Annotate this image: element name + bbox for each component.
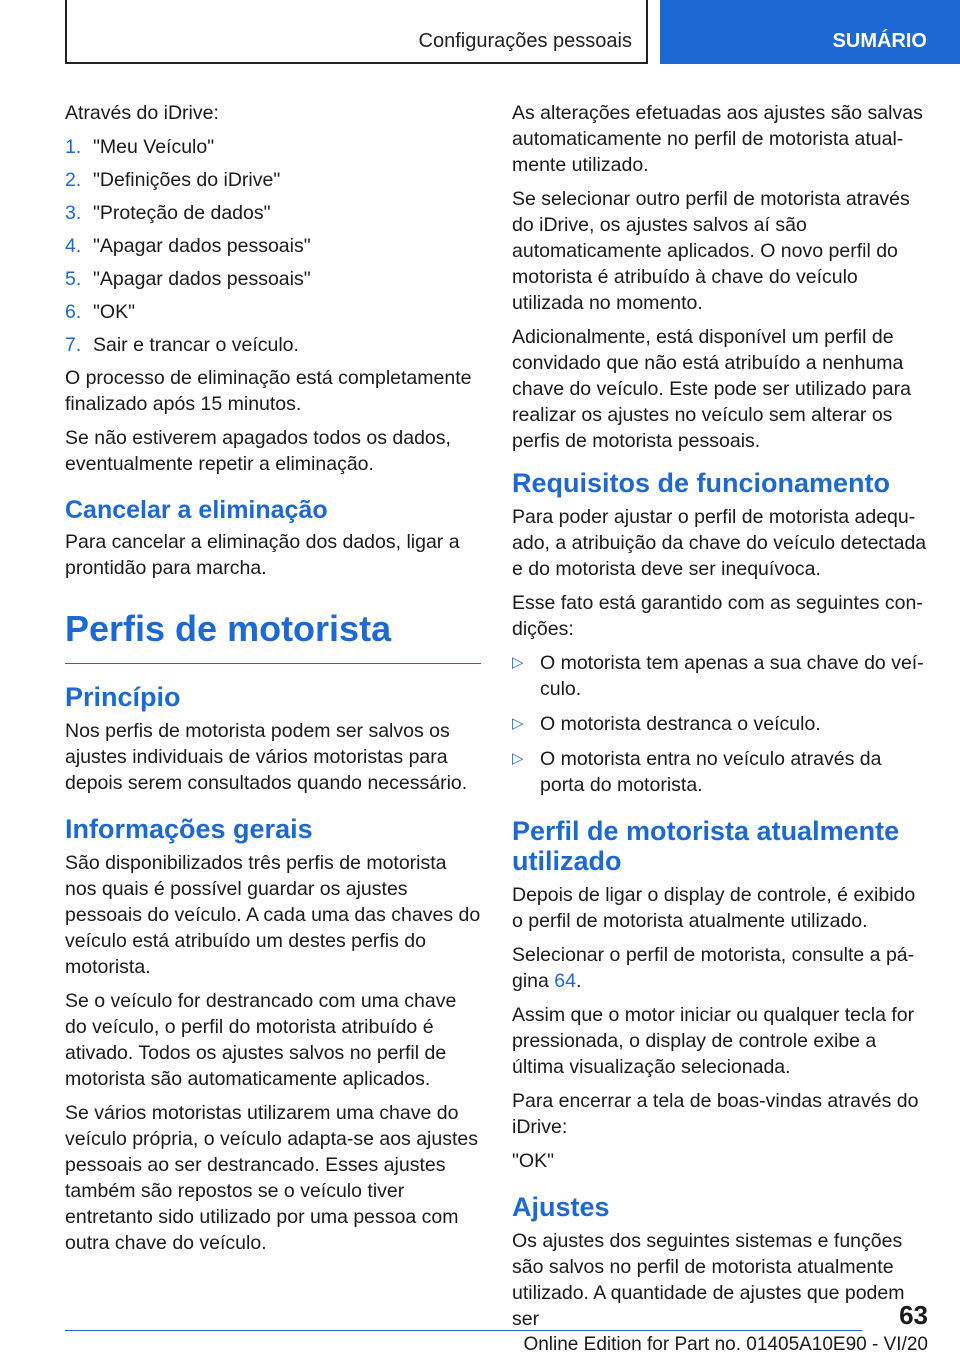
paragraph: Adicionalmente, está disponível um perfil de convidado que não está atribuído a nenhuma chave do veículo. Este pode ser utilizado para realizar os ajustes no veículo sem alterar os perfis de motorista pessoais. xyxy=(512,326,911,452)
step-number: 5. xyxy=(65,268,82,290)
heading-settings: Ajustes xyxy=(512,1192,610,1222)
paragraph: Assim que o motor iniciar ou qualquer tecla for pressionada, o display de controle exibe a última visualização selecionada. xyxy=(512,1004,915,1078)
list-item xyxy=(65,233,481,259)
paragraph: Se não estiverem apagados todos os dados, eventualmente repetir a eliminação. xyxy=(65,427,451,475)
heading-principle: Princípio xyxy=(65,682,181,712)
step-number: 2. xyxy=(65,169,82,191)
triangle-bullet-icon: ▷ xyxy=(512,750,524,767)
step-text: "Apagar dados pessoais" xyxy=(93,235,311,257)
step-text: "Meu Veículo" xyxy=(93,136,215,158)
right-column xyxy=(512,100,930,1340)
list-item xyxy=(512,711,930,737)
triangle-bullet-icon: ▷ xyxy=(512,654,524,671)
heading-current-profile: Perfil de motorista atualmente utilizado xyxy=(512,816,900,876)
footer-divider xyxy=(65,1330,862,1331)
step-text: Sair e trancar o veículo. xyxy=(93,334,299,356)
list-item xyxy=(65,299,481,325)
paragraph: Se vários motoristas utilizarem uma chave do veículo própria, o veículo adapta-se aos ajustes pessoais ao ser destrancado. Esses ajustes também são repostos se o veículo tiver entretanto sido utilizado por uma pessoa com outra chave do veículo. xyxy=(65,1102,478,1254)
paragraph: Para encerrar a tela de boas-vindas através do iDrive: xyxy=(512,1090,919,1138)
heading-requirements: Requisitos de funcionamento xyxy=(512,468,891,498)
step-text: "Proteção de dados" xyxy=(93,202,271,224)
step-number: 6. xyxy=(65,301,82,323)
paragraph: Depois de ligar o display de controle, é exibido o perfil de motorista atualmente utilizado. xyxy=(512,884,916,932)
paragraph: Esse fato está garantido com as seguintes condições: xyxy=(512,592,923,640)
paragraph: São disponibilizados três perfis de motorista nos quais é possível guardar os ajustes pessoais do veículo. A cada uma das chaves do veículo está atribuído um destes perfis do motorista. xyxy=(65,852,481,978)
edition-text: Online Edition for Part no. 01405A10E90 - VI/20 xyxy=(523,1334,928,1355)
page-link[interactable]: 64 xyxy=(554,970,576,992)
conditions-list xyxy=(512,650,930,798)
summary-button[interactable]: SUMÁRIO xyxy=(660,0,960,64)
section-title: Configurações pessoais xyxy=(418,30,632,52)
list-item xyxy=(65,332,481,358)
page-number: 63 xyxy=(899,1300,928,1330)
step-number: 4. xyxy=(65,235,82,257)
bullet-text: O motorista tem apenas a sua chave do veículo. xyxy=(540,652,924,700)
left-column xyxy=(65,100,481,1264)
intro-text: Através do iDrive: xyxy=(65,102,219,124)
paragraph: Para cancelar a eliminação dos dados, ligar a prontidão para marcha. xyxy=(65,531,460,579)
list-item xyxy=(65,167,481,193)
triangle-bullet-icon: ▷ xyxy=(512,715,524,732)
heading-general-info: Informações gerais xyxy=(65,814,313,844)
heading-cancel-deletion: Cancelar a eliminação xyxy=(65,496,328,524)
list-item xyxy=(65,200,481,226)
bullet-text: O motorista entra no veículo através da porta do motorista. xyxy=(540,748,882,796)
bullet-text: O motorista destranca o veículo. xyxy=(540,713,821,735)
step-number: 7. xyxy=(65,334,82,356)
step-text: "Definições do iDrive" xyxy=(93,169,281,191)
paragraph-with-link xyxy=(512,942,930,994)
paragraph: Se selecionar outro perfil de motorista através do iDrive, os ajustes salvos aí são automaticamente aplicados. O novo perfil do motorista é atribuído à chave do veículo utilizada no momento. xyxy=(512,188,910,314)
paragraph: Os ajustes dos seguintes sistemas e funções são salvos no perfil de motorista atualmente utilizado. A quantidade de ajustes que podem ser xyxy=(512,1230,905,1330)
paragraph: Nos perfis de motorista podem ser salvos os ajustes individuais de vários motoristas para depois serem consultados quando necessário. xyxy=(65,720,468,794)
heading-driver-profiles: Perfis de motorista xyxy=(65,607,481,664)
list-item xyxy=(512,650,930,702)
step-number: 3. xyxy=(65,202,82,224)
text-fragment: . xyxy=(576,970,582,992)
header-frame xyxy=(65,0,648,64)
step-text: "Apagar dados pessoais" xyxy=(93,268,311,290)
step-text: "OK" xyxy=(93,301,136,323)
paragraph: Para poder ajustar o perfil de motorista adequado, a atribuição da chave do veículo detectada e do motorista deve ser inequívoca. xyxy=(512,506,927,580)
list-item xyxy=(65,266,481,292)
text-fragment: Selecionar o perfil de motorista, consulte a página xyxy=(512,944,915,992)
list-item xyxy=(512,746,930,798)
paragraph: O processo de eliminação está completamente finalizado após 15 minutos. xyxy=(65,367,472,415)
step-number: 1. xyxy=(65,136,82,158)
list-item xyxy=(65,134,481,160)
paragraph: As alterações efetuadas aos ajustes são salvas automaticamente no perfil de motorista atualmente utilizado. xyxy=(512,102,923,176)
paragraph: Se o veículo for destrancado com uma chave do veículo, o perfil do motorista atribuído é ativado. Todos os ajustes salvos no perfil de motorista são automaticamente aplicados. xyxy=(65,990,457,1090)
paragraph: "OK" xyxy=(512,1150,555,1172)
steps-list xyxy=(65,134,481,358)
